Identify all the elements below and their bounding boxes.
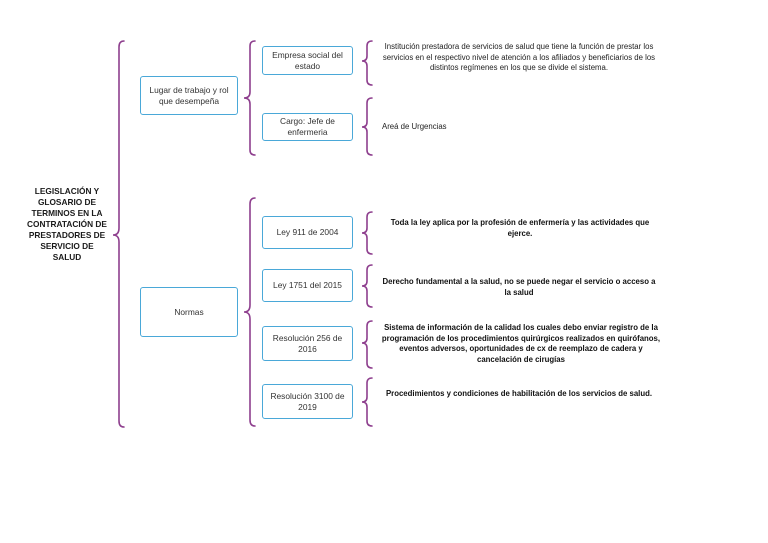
item-brace-esd <box>362 41 372 85</box>
item-brace-cargo <box>362 98 372 155</box>
ley-911-label: Ley 911 de 2004 <box>276 227 339 237</box>
ley-1751-box[interactable] <box>262 269 353 302</box>
ley-911-box[interactable] <box>262 216 353 249</box>
norms-box[interactable] <box>140 287 238 337</box>
resolucion-256-description: Sistema de información de la calidad los cuales debo enviar registro de la programación de los procedimientos quirúrgicos realizados en quirófanos, eventos adversos, oportunidades de cx de reemplazo de cadera y cancelación de cirugías <box>381 323 661 364</box>
item-brace-res256 <box>362 321 372 368</box>
workplace-box[interactable] <box>140 76 238 115</box>
workplace-label: Lugar de trabajo y rol que desempeña <box>149 84 229 106</box>
ley-1751-label: Ley 1751 del 2015 <box>273 280 342 290</box>
main-title: LEGISLACIÓN Y GLOSARIO DE TERMINOS EN LA CONTRATACIÓN DE PRESTADORES DE SERVICIO DE SALUD <box>27 186 107 262</box>
resolucion-256-box[interactable] <box>262 326 353 361</box>
cargo-label: Cargo: Jefe de enfermeria <box>280 116 335 137</box>
cargo-description: Areá de Urgencias <box>382 122 447 131</box>
workplace-brace <box>244 41 255 155</box>
norms-brace <box>244 198 255 426</box>
ley-911-description: Toda la ley aplica por la profesión de enfermería y las actividades que ejerce. <box>390 218 650 238</box>
empresa-social-label: Empresa social del estado <box>272 49 343 71</box>
resolucion-3100-description: Procedimientos y condiciones de habilitación de los servicios de salud. <box>385 389 653 398</box>
resolucion-256-label: Resolución 256 de 2016 <box>272 332 343 354</box>
resolucion-3100-label: Resolución 3100 de 2019 <box>270 390 345 412</box>
empresa-social-description: Institución prestadora de servicios de salud que tiene la función de prestar los servicios en el respectivo nivel de atención a los afiliados y beneficiarios de los distintos regímenes en los que se divide el sistema. <box>382 42 656 72</box>
item-brace-ley1751 <box>362 265 372 307</box>
item-brace-res3100 <box>362 378 372 426</box>
item-brace-ley911 <box>362 212 372 254</box>
empresa-social-box[interactable] <box>262 46 353 75</box>
resolucion-3100-box[interactable] <box>262 384 353 419</box>
main-brace <box>113 41 124 427</box>
cargo-box[interactable] <box>262 113 353 141</box>
ley-1751-description: Derecho fundamental a la salud, no se puede negar el servicio o acceso a la salud <box>382 277 656 297</box>
norms-label: Normas <box>174 306 204 317</box>
